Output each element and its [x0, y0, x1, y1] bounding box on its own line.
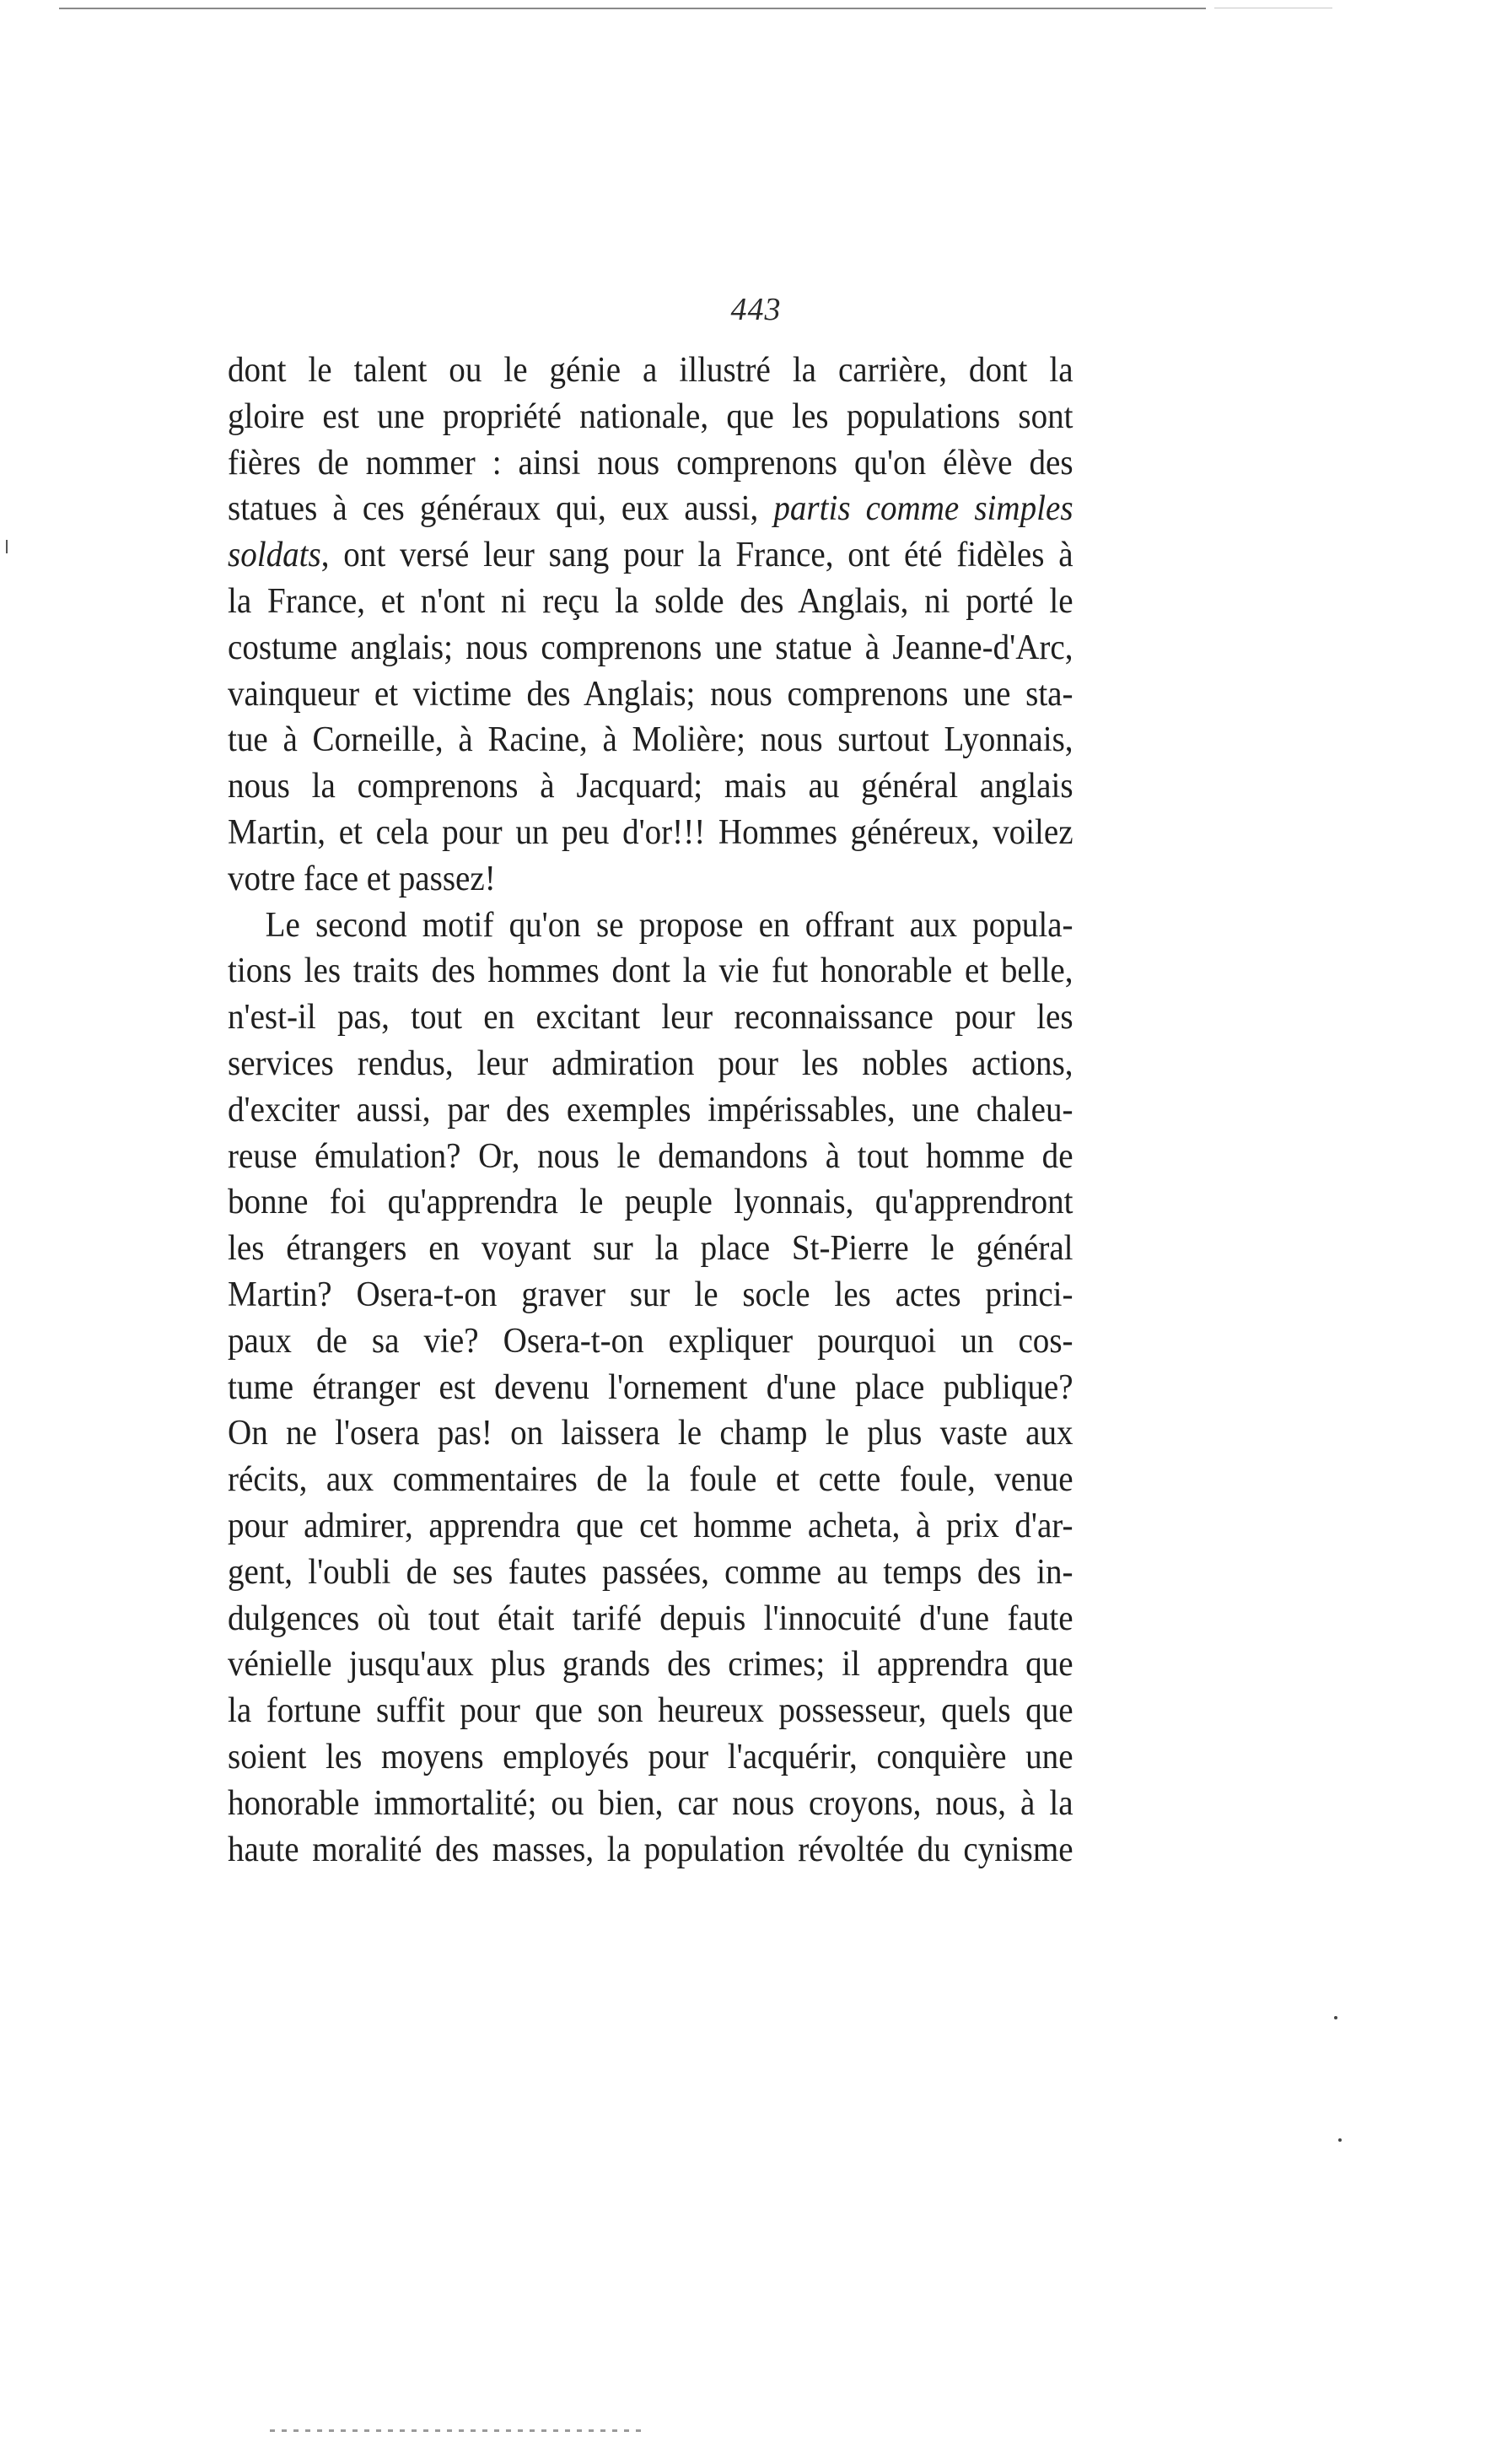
text-line: Le second motif qu'on se propose en offrant aux popula- — [265, 905, 1073, 945]
margin-mark — [6, 540, 8, 553]
top-scan-rule — [59, 8, 1206, 9]
text-line: tions les traits des hommes dont la vie fut honorable et belle, — [228, 952, 1073, 991]
italic-phrase: soldats — [228, 536, 321, 575]
text-line: costume anglais; nous comprenons une statue à Jeanne-d'Arc, — [228, 628, 1073, 667]
text-segment: , ont versé leur sang pour la France, ont été fidèles à — [320, 536, 1073, 575]
text-line — [228, 532, 1073, 579]
text-line: tue à Corneille, à Racine, à Molière; nous surtout Lyonnais, — [228, 720, 1073, 760]
text-line: fières de nommer : ainsi nous comprenons qu'on élève des — [228, 443, 1073, 483]
text-line: bonne foi qu'apprendra le peuple lyonnais, qu'apprendront — [228, 1183, 1073, 1222]
text-line: vénielle jusqu'aux plus grands des crimes; il apprendra que — [228, 1645, 1073, 1685]
body-text — [228, 348, 1073, 1873]
text-line: la France, et n'ont ni reçu la solde des Anglais, ni porté le — [228, 581, 1073, 621]
text-line: Martin, et cela pour un peu d'or!!! Hommes généreux, voilez — [228, 812, 1073, 852]
text-line: d'exciter aussi, par des exemples impérissables, une chaleu- — [228, 1090, 1073, 1129]
text-line: récits, aux commentaires de la foule et cette foule, venue — [228, 1460, 1073, 1500]
text-line: n'est-il pas, tout en excitant leur reconnaissance pour les — [228, 998, 1073, 1038]
text-line: gent, l'oubli de ses fautes passées, comme au temps des in- — [228, 1552, 1073, 1592]
text-line: nous la comprenons à Jacquard; mais au général anglais — [228, 767, 1073, 806]
text-line: dulgences où tout était tarifé depuis l'innocuité d'une faute — [228, 1598, 1073, 1638]
text-line: vainqueur et victime des Anglais; nous comprenons une sta- — [228, 674, 1073, 714]
italic-phrase: partis comme simples — [773, 489, 1073, 529]
text-line: gloire est une propriété nationale, que les populations sont — [228, 396, 1073, 436]
page-number: 443 — [730, 292, 782, 327]
text-line: honorable immortalité; ou bien, car nous croyons, nous, à la — [228, 1783, 1073, 1823]
text-line: reuse émulation? Or, nous le demandons à tout homme de — [228, 1136, 1073, 1176]
bottom-scan-smudge — [270, 2429, 641, 2432]
scan-speck — [1338, 2138, 1342, 2142]
scan-speck — [1334, 2016, 1337, 2019]
text-line: la fortune suffit pour que son heureux possesseur, quels que — [228, 1691, 1073, 1731]
text-line: tume étranger est devenu l'ornement d'une place publique? — [228, 1367, 1073, 1407]
text-line: haute moralité des masses, la population révoltée du cynisme — [228, 1830, 1073, 1869]
text-line: dont le talent ou le génie a illustré la carrière, dont la — [228, 351, 1073, 390]
text-line: services rendus, leur admiration pour les nobles actions, — [228, 1043, 1073, 1083]
text-line: votre face et passez! — [228, 859, 496, 898]
text-line — [228, 486, 1073, 532]
text-line: les étrangers en voyant sur la place St-Pierre le général — [228, 1229, 1073, 1269]
text-line: paux de sa vie? Osera-t-on expliquer pourquoi un cos- — [228, 1321, 1073, 1361]
text-line: pour admirer, apprendra que cet homme acheta, à prix d'ar- — [228, 1506, 1073, 1545]
text-line: soient les moyens employés pour l'acquérir, conquière une — [228, 1737, 1073, 1776]
text-segment: statues à ces généraux qui, eux aussi, — [228, 489, 774, 529]
text-line: Martin? Osera-t-on graver sur le socle les actes princi- — [228, 1275, 1073, 1314]
text-line: On ne l'osera pas! on laissera le champ le plus vaste aux — [228, 1414, 1073, 1453]
